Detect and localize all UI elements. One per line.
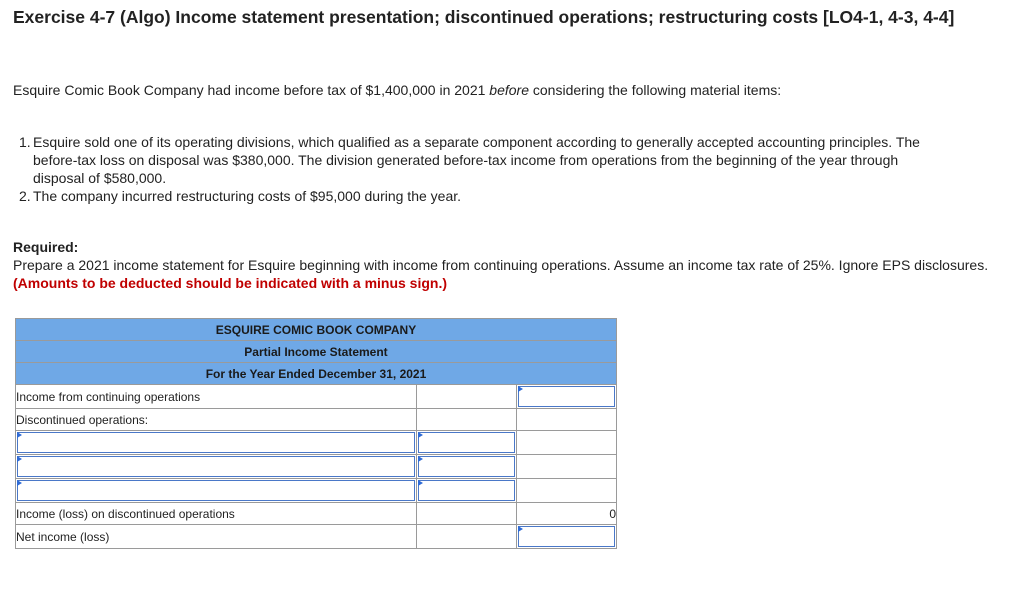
empty-cell (417, 385, 517, 409)
disc-line-1-amount-input[interactable] (418, 432, 515, 453)
empty-cell (517, 431, 617, 455)
empty-cell (417, 525, 517, 549)
net-income-label: Net income (loss) (16, 525, 417, 549)
table-row (16, 503, 617, 525)
empty-cell (517, 409, 617, 431)
table-row (16, 431, 617, 455)
disc-line-1-label-input[interactable] (17, 432, 415, 453)
disc-line-2-amount-input[interactable] (418, 456, 515, 477)
empty-cell (417, 503, 517, 525)
empty-cell (517, 455, 617, 479)
item-text: Esquire sold one of its operating divisions, which qualified as a separate component according to generally accepted accounting principles. The before-tax loss on disposal was $380,000. The division generated before-tax income from operations from the beginning of the year through disposal of $580,000. (33, 134, 920, 186)
company-name: ESQUIRE COMIC BOOK COMPANY (16, 319, 617, 341)
intro-after: considering the following material items: (529, 82, 782, 98)
list-item (19, 133, 949, 187)
intro-emphasis: before (489, 82, 529, 98)
disc-line-2-label-cell (16, 455, 417, 479)
required-note: (Amounts to be deducted should be indicated with a minus sign.) (13, 275, 448, 291)
continuing-ops-input[interactable] (518, 386, 615, 407)
statement-name: Partial Income Statement (16, 341, 617, 363)
continuing-ops-label: Income from continuing operations (16, 385, 417, 409)
item-text: The company incurred restructuring costs of $95,000 during the year. (33, 188, 462, 204)
income-statement-table (15, 318, 617, 549)
material-items-list (19, 133, 949, 205)
disc-line-3-label-cell (16, 479, 417, 503)
item-number: 1. (19, 134, 31, 150)
table-row (16, 409, 617, 431)
table-row (16, 455, 617, 479)
empty-cell (417, 409, 517, 431)
disc-line-3-amount-input[interactable] (418, 480, 515, 501)
empty-cell (517, 479, 617, 503)
net-income-cell (517, 525, 617, 549)
net-income-input[interactable] (518, 526, 615, 547)
exercise-title: Exercise 4-7 (Algo) Income statement presentation; discontinued operations; restructuring costs [LO4-1, 4-3, 4-4] (13, 7, 955, 27)
disc-line-1-amount-cell (417, 431, 517, 455)
disc-line-1-label-cell (16, 431, 417, 455)
disc-line-3-label-input[interactable] (17, 480, 415, 501)
discontinued-ops-label: Discontinued operations: (16, 409, 417, 431)
item-number: 2. (19, 188, 31, 204)
disc-line-2-label-input[interactable] (17, 456, 415, 477)
list-item (19, 187, 949, 205)
intro-before: Esquire Comic Book Company had income before tax of $1,400,000 in 2021 (13, 82, 490, 98)
continuing-ops-cell (517, 385, 617, 409)
disc-income-value: 0 (517, 503, 617, 525)
disc-line-2-amount-cell (417, 455, 517, 479)
table-row (16, 479, 617, 503)
intro-text (13, 80, 781, 100)
disc-line-3-amount-cell (417, 479, 517, 503)
table-row (16, 385, 617, 409)
required-instructions: Prepare a 2021 income statement for Esquire beginning with income from continuing operations. Assume an income tax rate of 25%. Ignore EPS disclosures. (13, 257, 989, 273)
disc-income-label: Income (loss) on discontinued operations (16, 503, 417, 525)
required-heading: Required: (13, 239, 79, 255)
table-row (16, 525, 617, 549)
statement-period: For the Year Ended December 31, 2021 (16, 363, 617, 385)
required-text (13, 256, 1013, 292)
